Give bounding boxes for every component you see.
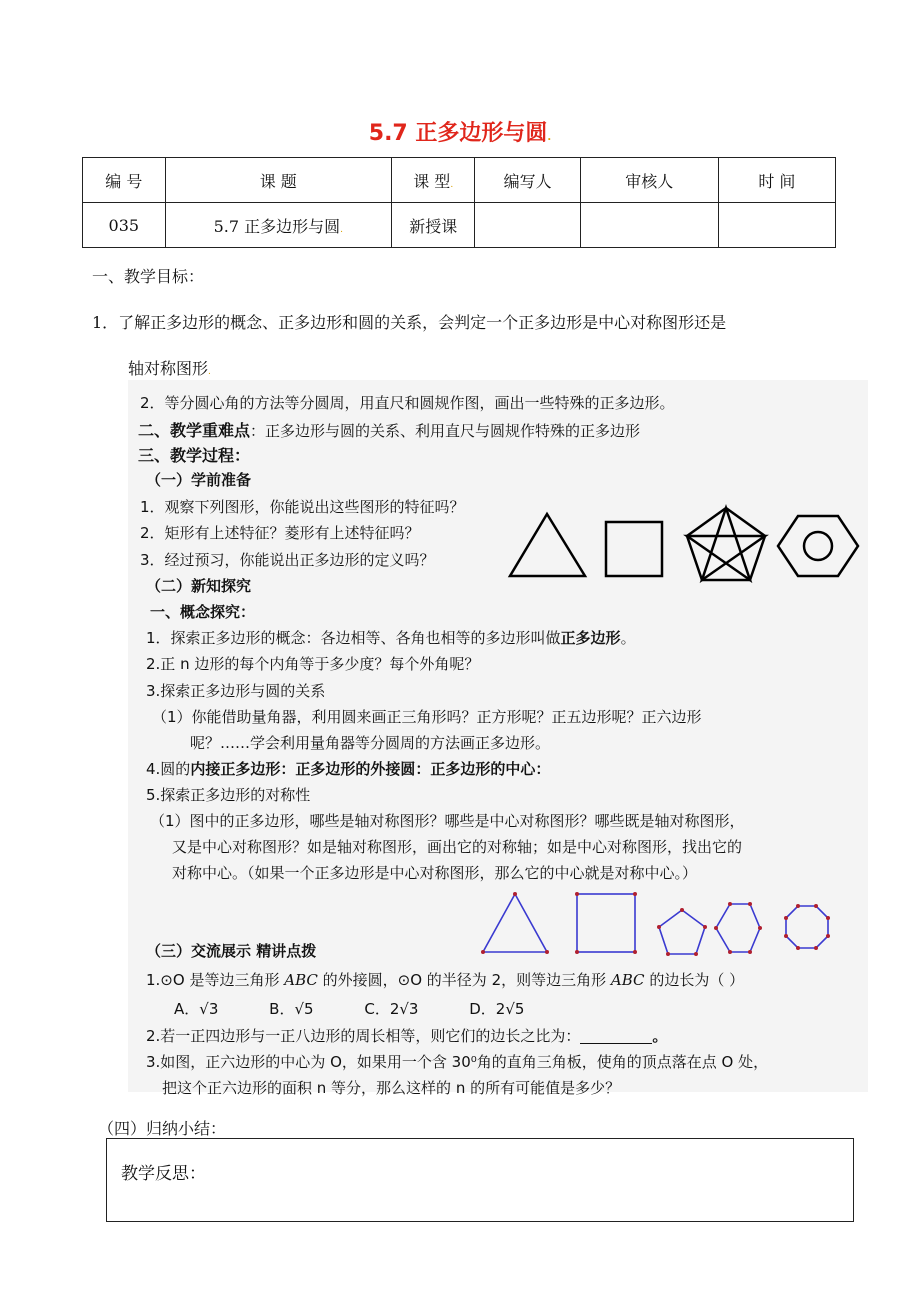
- pentagon-shape: [659, 910, 705, 954]
- table-header: 时 间: [718, 158, 835, 203]
- square-shape: [606, 522, 662, 576]
- prep-question-3: 3．经过预习，你能说出正多边形的定义吗？: [140, 551, 435, 569]
- prep-heading: （一）学前准备: [146, 471, 252, 489]
- table-cell: [475, 203, 580, 248]
- goal-item-2: 2．等分圆心角的方法等分圆周，用直尺和圆规作图，画出一些特殊的正多边形。: [140, 394, 675, 412]
- process-heading: 三、教学过程：: [138, 446, 251, 465]
- table-cell: 035: [83, 203, 166, 248]
- table-cell: 新授课: [391, 203, 474, 248]
- table-header: 课 型.: [391, 158, 474, 203]
- option-d: D．2√5: [469, 1000, 525, 1018]
- exercise-1-options: [174, 998, 524, 1019]
- new-knowledge-heading: （二）新知探究: [146, 577, 252, 595]
- concept-item-3: 3.探索正多边形与圆的关系: [146, 682, 326, 700]
- concept-item-5-1-cont: 又是中心对称图形？如是轴对称图形，画出它的对称轴；如是中心对称图形，找出它的: [172, 838, 743, 856]
- goals-heading: 一、教学目标：: [92, 267, 205, 286]
- table-header: 编 号: [83, 158, 166, 203]
- triangle-shape: [510, 514, 585, 576]
- concept-item-3-1: （1）你能借助量角器，利用圆来画正三角形吗？正方形呢？正五边形呢？正六边形: [152, 708, 702, 726]
- exercise-1: 1.⊙O 是等边三角形 ABC 的外接圆，⊙O 的半径为 2，则等边三角形 ABC 的边长为（ ）: [146, 971, 745, 989]
- table-header: 课 题: [165, 158, 391, 203]
- answer-blank: [580, 1029, 652, 1044]
- table-header: 审核人: [580, 158, 718, 203]
- prep-question-2: 2．矩形有上述特征？菱形有上述特征吗？: [140, 524, 420, 542]
- option-a: A．√3: [174, 1000, 219, 1018]
- concept-item-4: 4.圆的内接正多边形：正多边形的外接圆：正多边形的中心：: [146, 760, 551, 778]
- exchange-heading: （三）交流展示 精讲点拨: [146, 942, 317, 960]
- concept-item-2: 2.正 n 边形的每个内角等于多少度？每个外角呢？: [146, 655, 480, 673]
- table-header-row: [83, 158, 836, 203]
- triangle-shape: [483, 894, 547, 952]
- summary-heading: （四）归纳小结：: [98, 1119, 227, 1138]
- table-cell: 5.7 正多边形与圆.: [165, 203, 391, 248]
- goal-item-1-cont: 轴对称图形.: [128, 359, 211, 378]
- concept-item-5-1: （1）图中的正多边形，哪些是轴对称图形？哪些是中心对称图形？哪些既是轴对称图形，: [150, 812, 745, 830]
- table-header: 编写人: [475, 158, 580, 203]
- concept-item-5-1-cont2: 对称中心。（如果一个正多边形是中心对称图形，那么它的中心就是对称中心。）: [172, 864, 698, 882]
- exercise-3: 3.如图，正六边形的中心为 O，如果用一个含 30⁰角的直角三角板，使角的顶点落在点 O 处，: [146, 1053, 769, 1071]
- prep-question-1: 1．观察下列图形，你能说出这些图形的特征吗？: [140, 498, 465, 516]
- info-table: [82, 157, 836, 248]
- table-cell: [580, 203, 718, 248]
- pentagram-shape: [687, 508, 765, 580]
- option-c: C．2√3: [364, 1000, 419, 1018]
- shapes-figure-2: [478, 888, 850, 960]
- option-b: B．√5: [269, 1000, 314, 1018]
- reflection-label: 教学反思：: [121, 1164, 206, 1184]
- table-row: [83, 203, 836, 248]
- exercise-2: 2.若一正四边形与一正八边形的周长相等，则它们的边长之比为： 。: [146, 1027, 668, 1045]
- concept-item-3-1-cont: 呢？……学会利用量角器等分圆周的方法画正多边形。: [190, 734, 551, 752]
- octagon-shape: [786, 906, 828, 948]
- table-cell: [718, 203, 835, 248]
- hexagon-circle-shape: [778, 516, 858, 576]
- key-points: 二、教学重难点：正多边形与圆的关系、利用直尺与圆规作特殊的正多边形: [138, 421, 641, 440]
- reflection-box: [106, 1138, 854, 1222]
- goal-item-1: 1．了解正多边形的概念、正多边形和圆的关系，会判定一个正多边形是中心对称图形还是: [92, 313, 727, 332]
- concept-item-1: 1．探索正多边形的概念：各边相等、各角也相等的多边形叫做正多边形。: [146, 629, 636, 647]
- concept-heading: 一、概念探究：: [150, 603, 256, 621]
- hexagon-shape: [716, 904, 760, 952]
- concept-item-5: 5.探索正多边形的对称性: [146, 786, 311, 804]
- exercise-3-cont: 把这个正六边形的面积 n 等分，那么这样的 n 的所有可能值是多少？: [162, 1079, 621, 1097]
- page-title: 5.7 正多边形与圆.: [368, 121, 552, 146]
- shapes-figure-1: [500, 500, 870, 590]
- square-shape: [577, 894, 635, 952]
